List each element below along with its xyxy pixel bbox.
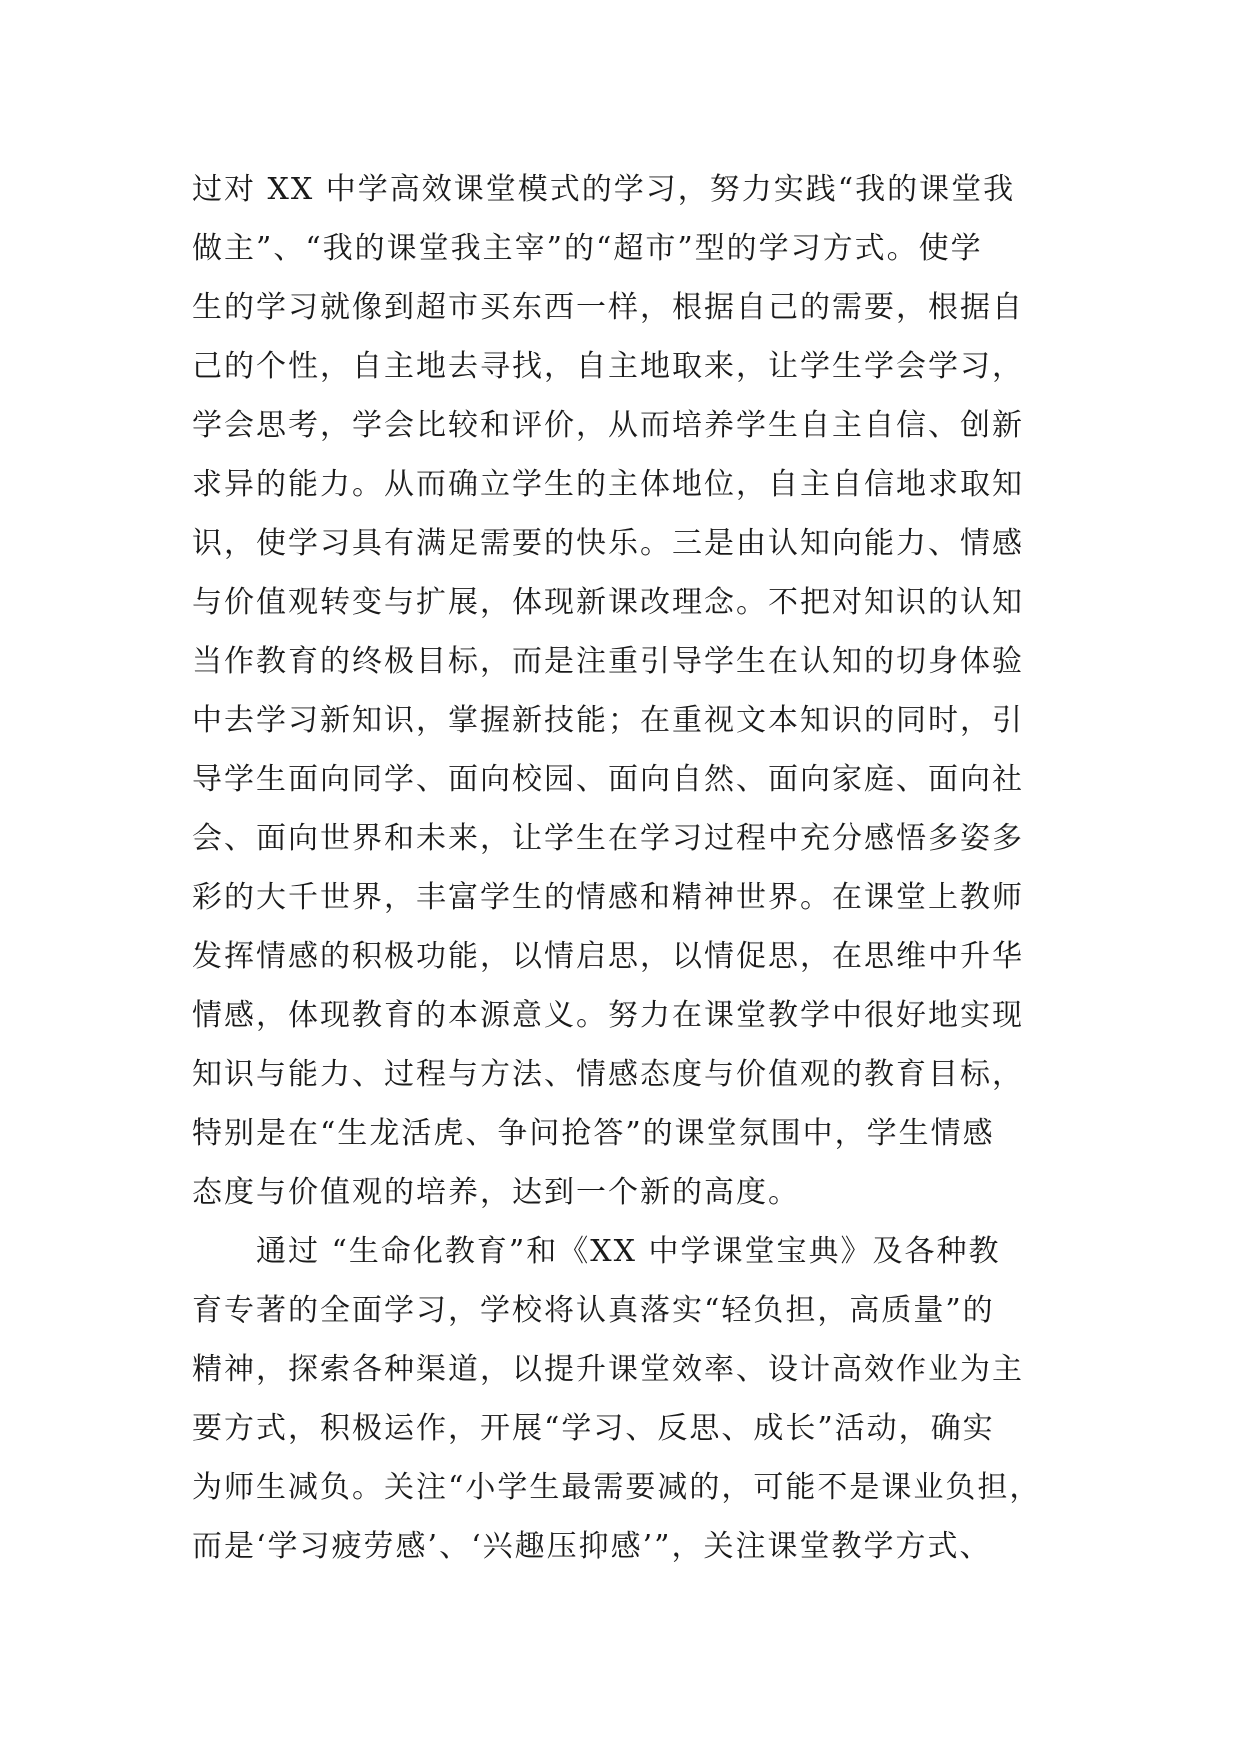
text-line: 过对 XX 中学高效课堂模式的学习，努力实践“我的课堂我 <box>192 172 1016 207</box>
text-line: 识，使学习具有满足需要的快乐。三是由认知向能力、情感 <box>192 526 1024 561</box>
text-line: 彩的大千世界，丰富学生的情感和精神世界。在课堂上教师 <box>192 880 1024 915</box>
text-line: 知识与能力、过程与方法、情感态度与价值观的教育目标， <box>192 1057 1024 1092</box>
text-line: 求异的能力。从而确立学生的主体地位，自主自信地求取知 <box>192 467 1024 502</box>
text-line: 为师生减负。关注“小学生最需要减的，可能不是课业负担， <box>192 1470 1042 1505</box>
text-line: 育专著的全面学习，学校将认真落实“轻负担，高质量”的 <box>192 1293 995 1328</box>
text-line: 特别是在“生龙活虎、争问抢答”的课堂氛围中，学生情感 <box>192 1116 995 1151</box>
text-line: 态度与价值观的培养，达到一个新的高度。 <box>192 1175 800 1210</box>
text-line: 而是‘学习疲劳感’、‘兴趣压抑感’”，关注课堂教学方式、 <box>192 1529 992 1564</box>
text-line: 发挥情感的积极功能，以情启思，以情促思，在思维中升华 <box>192 939 1024 974</box>
text-line: 与价值观转变与扩展，体现新课改理念。不把对知识的认知 <box>192 585 1024 620</box>
text-line: 当作教育的终极目标，而是注重引导学生在认知的切身体验 <box>192 644 1024 679</box>
body-text <box>192 160 1072 1576</box>
text-line: 精神，探索各种渠道，以提升课堂效率、设计高效作业为主 <box>192 1352 1024 1387</box>
text-line: 学会思考，学会比较和评价，从而培养学生自主自信、创新 <box>192 408 1024 443</box>
text-line: 要方式，积极运作，开展“学习、反思、成长”活动，确实 <box>192 1411 995 1446</box>
text-line: 中去学习新知识，掌握新技能；在重视文本知识的同时，引 <box>192 703 1024 738</box>
text-line: 己的个性，自主地去寻找，自主地取来，让学生学会学习， <box>192 349 1024 384</box>
text-line: 生的学习就像到超市买东西一样，根据自己的需要，根据自 <box>192 290 1024 325</box>
text-line: 通过 “生命化教育”和《XX 中学课堂宝典》及各种教 <box>192 1234 1001 1269</box>
text-line: 情感，体现教育的本源意义。努力在课堂教学中很好地实现 <box>192 998 1024 1033</box>
text-line: 做主”、“我的课堂我主宰”的“超市”型的学习方式。使学 <box>192 231 983 266</box>
text-line: 会、面向世界和未来，让学生在学习过程中充分感悟多姿多 <box>192 821 1024 856</box>
text-line: 导学生面向同学、面向校园、面向自然、面向家庭、面向社 <box>192 762 1024 797</box>
